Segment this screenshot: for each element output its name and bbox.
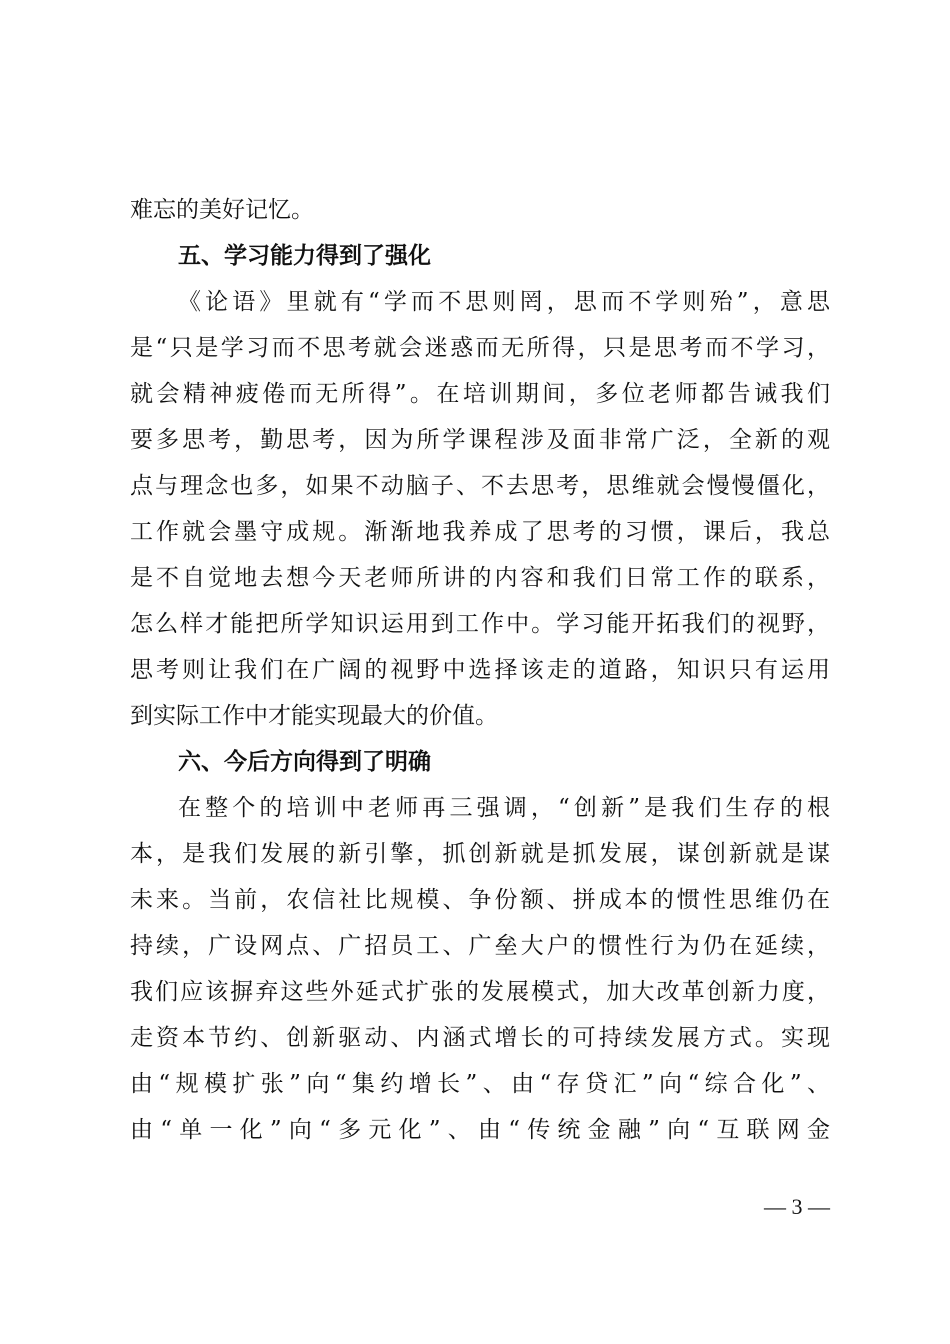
paragraph-line: 由“规模扩张”向“集约增长”、由“存贷汇”向“综合化”、 (130, 1071, 830, 1097)
paragraph-line: 《论语》里就有“学而不思则罔，思而不学则殆”，意思 (178, 289, 830, 315)
paragraph-line: 在整个的培训中老师再三强调，“创新”是我们生存的根 (178, 795, 830, 821)
paragraph-line: 走资本节约、创新驱动、内涵式增长的可持续发展方式。实现 (130, 1025, 830, 1051)
section-heading-5: 五、学习能力得到了强化 (178, 243, 431, 269)
paragraph-line: 要多思考，勤思考，因为所学课程涉及面非常广泛，全新的观 (130, 427, 830, 453)
paragraph-line: 就会精神疲倦而无所得”。在培训期间，多位老师都告诫我们 (130, 381, 830, 407)
paragraph-line: 思考则让我们在广阔的视野中选择该走的道路，知识只有运用 (130, 657, 830, 683)
paragraph-line: 工作就会墨守成规。渐渐地我养成了思考的习惯，课后，我总 (130, 519, 830, 545)
paragraph-line: 未来。当前，农信社比规模、争份额、拼成本的惯性思维仍在 (130, 887, 830, 913)
paragraph-line: 是不自觉地去想今天老师所讲的内容和我们日常工作的联系， (130, 565, 830, 591)
paragraph-line: 由“单一化”向“多元化”、由“传统金融”向“互联网金 (130, 1117, 830, 1143)
section-heading-6: 六、今后方向得到了明确 (178, 749, 431, 775)
paragraph-line: 怎么样才能把所学知识运用到工作中。学习能开拓我们的视野， (130, 611, 830, 637)
page-number: — 3 — (764, 1194, 830, 1219)
paragraph-line: 是“只是学习而不思考就会迷惑而无所得，只是思考而不学习， (130, 335, 830, 361)
paragraph-line: 到实际工作中才能实现最大的价值。 (130, 703, 498, 729)
paragraph-line: 难忘的美好记忆。 (130, 197, 314, 223)
paragraph-line: 我们应该摒弃这些外延式扩张的发展模式，加大改革创新力度， (130, 979, 830, 1005)
paragraph-line: 点与理念也多，如果不动脑子、不去思考，思维就会慢慢僵化， (130, 473, 830, 499)
paragraph-line: 本，是我们发展的新引擎，抓创新就是抓发展，谋创新就是谋 (130, 841, 830, 867)
paragraph-line: 持续，广设网点、广招员工、广垒大户的惯性行为仍在延续， (130, 933, 830, 959)
